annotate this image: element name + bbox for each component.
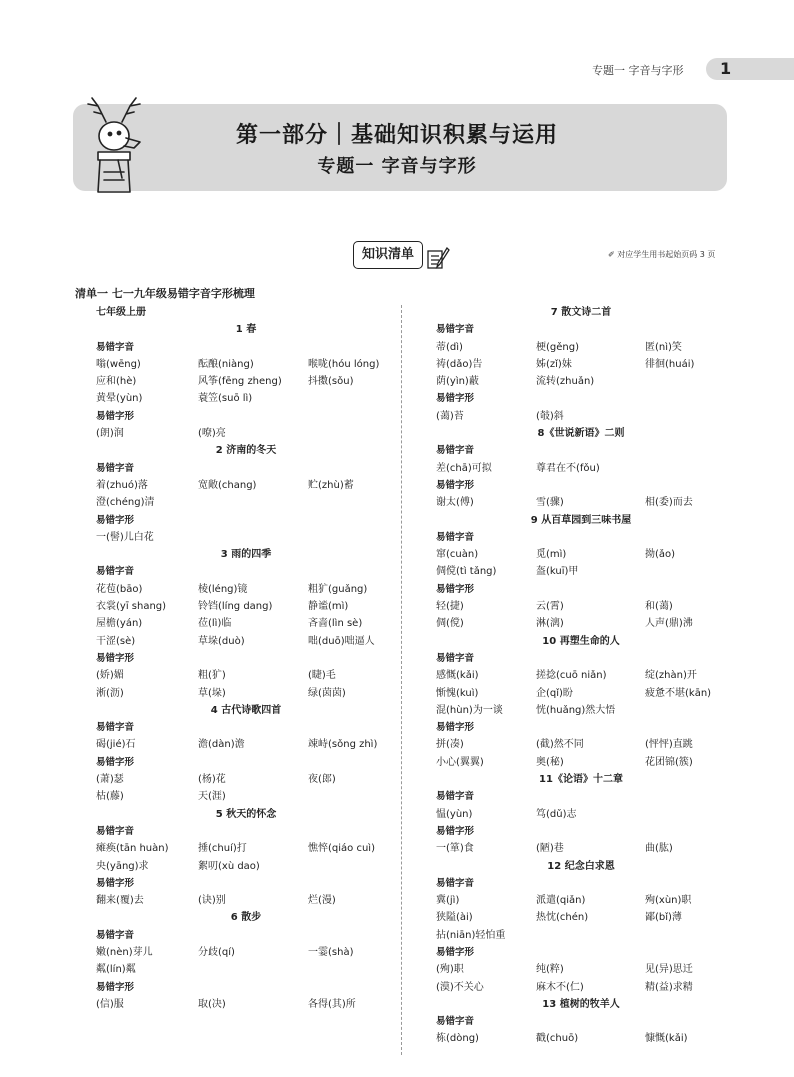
category-label: 易错字形 — [436, 393, 475, 405]
word-entry: 央(yāng)求 — [96, 860, 149, 872]
word-row — [96, 633, 396, 650]
word-entry: 夜(郎) — [308, 774, 336, 786]
word-entry: (信)服 — [96, 998, 124, 1010]
word-entry: (萧)瑟 — [96, 774, 124, 786]
word-entry: 匿(nì)笑 — [645, 341, 682, 353]
category-label: 易错字音 — [436, 445, 475, 457]
word-entry: 莅(lì)临 — [198, 618, 232, 630]
word-entry: 绿(茵茵) — [308, 687, 346, 699]
word-row — [96, 685, 396, 702]
word-entry: 殉(xùn)职 — [645, 895, 692, 907]
word-row — [436, 356, 726, 373]
word-entry: (攲)斜 — [536, 410, 564, 422]
category-label: 易错字音 — [436, 1016, 475, 1028]
word-entry: 分歧(qí) — [198, 946, 235, 958]
word-row — [436, 754, 726, 771]
knowledge-list-badge: 知识清单 — [353, 241, 423, 269]
lesson-title: 1 春 — [235, 324, 257, 336]
word-row — [436, 373, 726, 390]
word-entry: (杨)花 — [198, 774, 226, 786]
word-entry: 粼(lín)粼 — [96, 964, 136, 976]
word-row — [96, 858, 396, 875]
word-row — [96, 961, 396, 978]
column-divider — [401, 305, 402, 1055]
word-entry: 戳(chuō) — [536, 1033, 579, 1045]
word-row — [96, 840, 396, 857]
word-row — [96, 944, 396, 961]
word-row — [96, 788, 396, 805]
word-entry: (陋)巷 — [536, 843, 564, 855]
word-entry: 淋(漓) — [536, 618, 564, 630]
word-entry: 徘徊(huái) — [645, 358, 695, 370]
word-entry: (截)然不同 — [536, 739, 584, 751]
word-entry: 雪(骤) — [536, 497, 564, 509]
word-entry: (诀)别 — [198, 895, 226, 907]
word-row — [436, 736, 726, 753]
word-entry: 倜傥(tì tǎng) — [436, 566, 497, 578]
category-label: 易错字形 — [436, 722, 475, 734]
word-entry: 一霎(shà) — [308, 946, 354, 958]
word-row — [96, 529, 396, 546]
word-row — [436, 806, 726, 823]
word-row — [436, 460, 726, 477]
word-row — [436, 840, 726, 857]
word-entry: 拼(凑) — [436, 739, 464, 751]
word-row — [96, 598, 396, 615]
word-entry: 觅(mì) — [536, 549, 567, 561]
word-entry: 荫(yìn)蔽 — [436, 376, 479, 388]
word-entry: 铃铛(líng dang) — [198, 601, 273, 613]
grade-heading: 七年级上册 — [96, 307, 146, 318]
running-header: 专题一 字音与字形 — [592, 64, 684, 77]
word-entry: 混(hùn)为一谈 — [436, 704, 503, 716]
lesson-title: 7 散文诗二首 — [550, 307, 612, 318]
word-row — [96, 390, 396, 407]
word-row — [436, 494, 726, 511]
word-entry: 蒂(dì) — [436, 341, 463, 353]
word-entry: 派遣(qiǎn) — [536, 895, 586, 907]
page-number-tab — [706, 58, 794, 80]
word-entry: 一(箪)食 — [436, 843, 474, 855]
category-label: 易错字音 — [436, 652, 475, 664]
word-entry: 窜(cuàn) — [436, 549, 479, 561]
word-entry: 澄(chéng)清 — [96, 497, 155, 509]
word-entry: 蓑笠(suō lì) — [198, 393, 253, 405]
word-entry: 草(垛) — [198, 687, 226, 699]
lesson-title: 13 植树的牧羊人 — [542, 998, 620, 1010]
word-row — [436, 909, 726, 926]
category-label: 易错字音 — [436, 877, 475, 889]
word-entry: 冀(jì) — [436, 895, 460, 907]
word-row — [96, 494, 396, 511]
lesson-title: 12 纪念白求恩 — [547, 860, 615, 872]
word-entry: 酝酿(niàng) — [198, 358, 254, 370]
word-row — [436, 979, 726, 996]
word-entry: 嗡(wēng) — [96, 358, 141, 370]
category-label: 易错字形 — [96, 652, 135, 664]
word-row — [96, 892, 396, 909]
word-entry: 栋(dòng) — [436, 1033, 479, 1045]
word-entry: 贮(zhù)蓄 — [308, 479, 354, 491]
word-entry: 瘫痪(tān huàn) — [96, 843, 169, 855]
word-entry: 绽(zhàn)开 — [645, 670, 697, 682]
category-label: 易错字形 — [96, 981, 135, 993]
word-row — [436, 685, 726, 702]
category-label: 易错字形 — [436, 825, 475, 837]
word-entry: 竦峙(sǒng zhì) — [308, 739, 378, 751]
word-row — [96, 736, 396, 753]
word-entry: (朗)润 — [96, 428, 124, 440]
word-entry: 相(委)而去 — [645, 497, 693, 509]
lesson-title: 4 古代诗歌四首 — [210, 704, 282, 716]
word-entry: 小心(翼翼) — [436, 756, 484, 768]
word-entry: 惭愧(kuì) — [436, 687, 479, 699]
word-row — [436, 615, 726, 632]
notebook-pencil-icon — [425, 245, 451, 271]
word-entry: 麻木不(仁) — [536, 981, 584, 993]
left-column — [96, 304, 396, 1013]
section-title: 清单一 七一九年级易错字音字形梳理 — [75, 287, 255, 300]
word-entry: 憔悴(qiáo cuì) — [308, 843, 375, 855]
word-entry: (漠)不关心 — [436, 981, 484, 993]
word-entry: 云(霄) — [536, 601, 564, 613]
word-entry: 嫩(nèn)芽儿 — [96, 946, 153, 958]
word-row — [436, 1030, 726, 1047]
word-entry: 尊君在不(fǒu) — [536, 462, 600, 474]
word-entry: 淅(沥) — [96, 687, 124, 699]
word-entry: 见(异)思迁 — [645, 964, 693, 976]
word-entry: 捶(chuí)打 — [198, 843, 247, 855]
lesson-title: 9 从百草园到三味书屋 — [530, 514, 632, 526]
word-row — [96, 477, 396, 494]
category-label: 易错字形 — [96, 410, 135, 422]
word-entry: 枯(藤) — [96, 791, 124, 803]
word-row — [436, 408, 726, 425]
banner-title: 第一部分｜基础知识积累与运用 — [235, 123, 558, 148]
word-entry: 梗(gěng) — [536, 341, 579, 353]
word-entry: 流转(zhuǎn) — [536, 376, 595, 388]
category-label: 易错字形 — [436, 583, 475, 595]
word-entry: (娇)媚 — [96, 670, 124, 682]
word-entry: 倜(傥) — [436, 618, 464, 630]
word-entry: 喉咙(hóu lóng) — [308, 358, 380, 370]
word-entry: 天(涯) — [198, 791, 226, 803]
word-entry: 各得(其)所 — [308, 998, 356, 1010]
word-entry: 黄晕(yùn) — [96, 393, 143, 405]
right-column — [436, 304, 726, 1048]
category-label: 易错字音 — [96, 722, 135, 734]
word-entry: 恍(huǎng)然大悟 — [536, 704, 616, 716]
word-entry: 搓捻(cuō niǎn) — [536, 670, 607, 682]
word-entry: 疲惫不堪(kān) — [645, 687, 712, 699]
category-label: 易错字形 — [96, 756, 135, 768]
word-entry: 精(益)求精 — [645, 981, 693, 993]
word-entry: 谢太(傅) — [436, 497, 474, 509]
word-entry: (嘹)亮 — [198, 428, 226, 440]
word-entry: 棱(léng)镜 — [198, 583, 248, 595]
word-entry: 屋檐(yán) — [96, 618, 143, 630]
word-row — [436, 892, 726, 909]
word-entry: 盔(kuī)甲 — [536, 566, 579, 578]
word-row — [96, 581, 396, 598]
category-label: 易错字音 — [96, 462, 135, 474]
word-entry: 烂(漫) — [308, 895, 336, 907]
word-entry: (怦怦)直跳 — [645, 739, 693, 751]
lesson-title: 2 济南的冬天 — [215, 445, 277, 457]
word-row — [96, 996, 396, 1013]
word-entry: 花团锦(簇) — [645, 756, 693, 768]
word-row — [96, 425, 396, 442]
category-label: 易错字音 — [436, 324, 475, 336]
word-row — [436, 546, 726, 563]
category-label: 易错字音 — [96, 341, 135, 353]
word-entry: 热忱(chén) — [536, 912, 589, 924]
word-entry: 轻(捷) — [436, 601, 464, 613]
category-label: 易错字音 — [436, 531, 475, 543]
lesson-title: 8《世说新语》二则 — [537, 428, 625, 440]
word-entry: 咄(duō)咄逼人 — [308, 635, 375, 647]
reference-note-text: 对应学生用书起始页码 3 页 — [617, 250, 716, 259]
word-entry: 企(qǐ)盼 — [536, 687, 573, 699]
word-entry: 絮叨(xù dao) — [198, 860, 260, 872]
word-entry: 奥(秘) — [536, 756, 564, 768]
word-entry: 翻来(覆)去 — [96, 895, 144, 907]
word-row — [436, 667, 726, 684]
category-label: 易错字形 — [96, 877, 135, 889]
word-entry: 拗(ǎo) — [645, 549, 676, 561]
word-entry: 慷慨(kǎi) — [645, 1033, 688, 1045]
lesson-title: 3 雨的四季 — [220, 549, 272, 561]
category-label: 易错字音 — [96, 929, 135, 941]
word-entry: 干涩(sè) — [96, 635, 136, 647]
banner-subtitle: 专题一 字音与字形 — [317, 156, 477, 177]
category-label: 易错字音 — [436, 791, 475, 803]
word-entry: 风筝(fēng zheng) — [198, 376, 282, 388]
word-entry: 狭隘(ài) — [436, 912, 473, 924]
category-label: 易错字形 — [436, 946, 475, 958]
word-row — [96, 771, 396, 788]
word-entry: 衣裳(yī shang) — [96, 601, 167, 613]
word-entry: 应和(hè) — [96, 376, 137, 388]
word-entry: 粗犷(guǎng) — [308, 583, 368, 595]
word-entry: 拈(niān)轻怕重 — [436, 929, 506, 941]
word-entry: 鄙(bǐ)薄 — [645, 912, 682, 924]
word-entry: (睫)毛 — [308, 670, 336, 682]
word-entry: 宽敞(chang) — [198, 479, 257, 491]
word-row — [436, 563, 726, 580]
word-entry: 笃(dǔ)志 — [536, 808, 577, 820]
word-row — [96, 373, 396, 390]
word-entry: 曲(肱) — [645, 843, 673, 855]
lesson-title: 6 散步 — [230, 912, 262, 924]
word-entry: 静谧(mì) — [308, 601, 349, 613]
lesson-title: 11《论语》十二章 — [539, 774, 623, 786]
word-entry: 吝啬(lìn sè) — [308, 618, 363, 630]
category-label: 易错字形 — [436, 479, 475, 491]
lesson-title: 10 再塑生命的人 — [542, 635, 620, 647]
word-entry: (殉)职 — [436, 964, 464, 976]
word-entry: 祷(dǎo)告 — [436, 358, 483, 370]
lesson-title: 5 秋天的怀念 — [215, 808, 277, 820]
category-label: 易错字形 — [96, 514, 135, 526]
word-entry: 感慨(kǎi) — [436, 670, 479, 682]
word-entry: 澹(dàn)澹 — [198, 739, 245, 751]
word-row — [436, 927, 726, 944]
reference-note: ✐ 对应学生用书起始页码 3 页 — [608, 250, 716, 259]
word-entry: 着(zhuó)落 — [96, 479, 148, 491]
word-entry: 差(chā)可拟 — [436, 462, 492, 474]
word-entry: 姊(zǐ)妹 — [536, 358, 572, 370]
word-entry: 和(蔼) — [645, 601, 673, 613]
word-entry: 人声(鼎)沸 — [645, 618, 693, 630]
word-row — [96, 615, 396, 632]
word-row — [436, 702, 726, 719]
word-entry: 粗(犷) — [198, 670, 226, 682]
word-row — [96, 667, 396, 684]
word-entry: 纯(粹) — [536, 964, 564, 976]
word-entry: 碣(jié)石 — [96, 739, 136, 751]
page-number: 1 — [720, 59, 732, 78]
word-entry: 抖擞(sǒu) — [308, 376, 354, 388]
category-label: 易错字音 — [96, 825, 135, 837]
word-entry: (蔼)苔 — [436, 410, 464, 422]
word-row — [436, 598, 726, 615]
word-entry: 愠(yùn) — [436, 808, 473, 820]
word-entry: 草垛(duò) — [198, 635, 245, 647]
category-label: 易错字音 — [96, 566, 135, 578]
word-entry: 花苞(bāo) — [96, 583, 143, 595]
word-row — [436, 339, 726, 356]
word-row — [96, 356, 396, 373]
word-row — [436, 961, 726, 978]
word-entry: 取(决) — [198, 998, 226, 1010]
word-entry: 一(髻)儿白花 — [96, 531, 154, 543]
